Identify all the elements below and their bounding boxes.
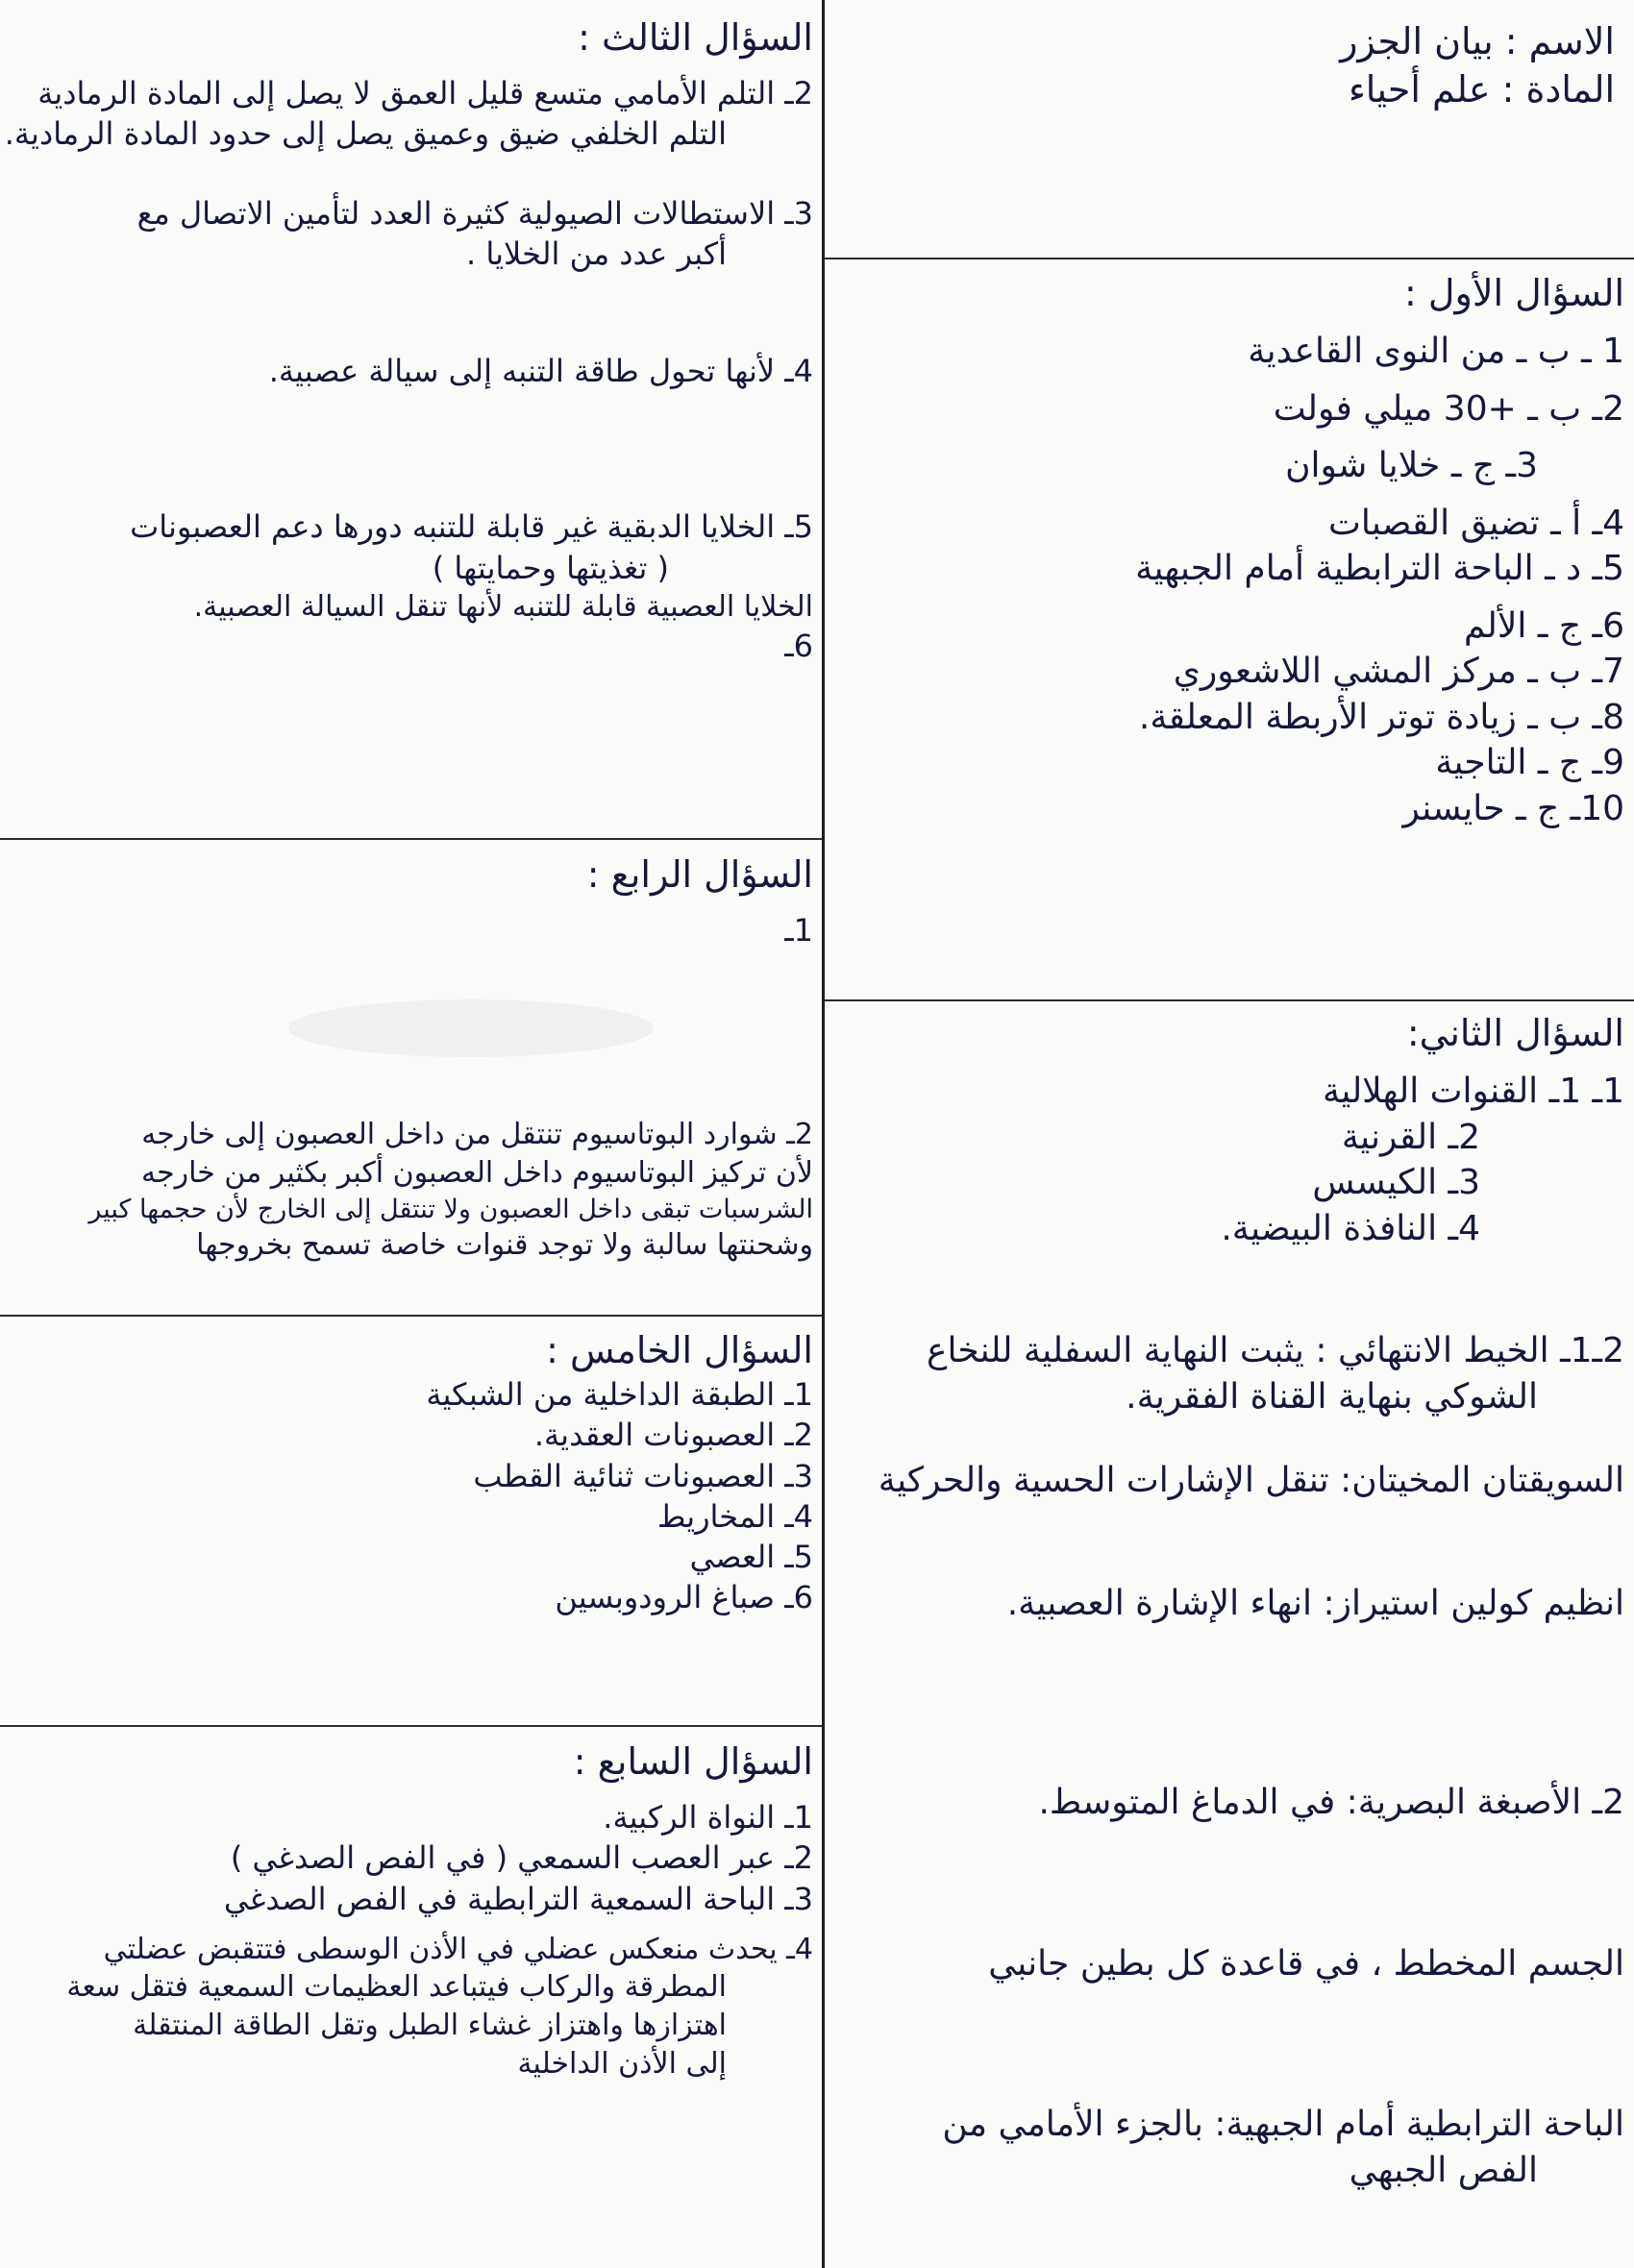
q2-sub1-item: 1ـ 1ـ القنوات الهلالية (1323, 1072, 1624, 1112)
q7-item3: 3ـ الباحة السمعية الترابطية في الفص الصدغي (223, 1880, 813, 1917)
q3-item4: 4ـ لأنها تحول طاقة التنبه إلى سيالة عصبية. (268, 353, 813, 390)
q2-sub1-item: 2ـ القرنية (1341, 1117, 1480, 1157)
q4-item2-line: وشحنتها سالبة ولا توجد قنوات خاصة تسمح بخروجها (196, 1228, 813, 1263)
q4-item2-line: الشرسبات تبقى داخل العصبون ولا تنتقل إلى الخارج لأن حجمها كبير (88, 1194, 813, 1224)
q2-part2a-line: انظيم كولين استيراز: انهاء الإشارة العصبية. (1006, 1583, 1624, 1623)
q1-item: 3ـ ج ـ خلايا شوان (1285, 446, 1538, 486)
q2-part2b-line: الباحة الترابطية أمام الجبهية: بالجزء الأمامي من (942, 2105, 1624, 2145)
q5-item: 2ـ العصبونات العقدية. (533, 1417, 813, 1454)
q1-item: 1 ـ ب ـ من النوى القاعدية (1248, 332, 1624, 372)
q1-item: 2ـ ب ـ +30 ميلي فولت (1273, 388, 1624, 429)
q2-sub1-item: 4ـ النافذة البيضية. (1221, 1208, 1480, 1248)
q2-part2a-line: 2ـ1ـ الخيط الانتهائي : يثبت النهاية السفلية للنخاع (926, 1331, 1624, 1371)
column-divider (822, 0, 825, 2268)
q5-item: 1ـ الطبقة الداخلية من الشبكية (426, 1376, 813, 1414)
q1-item: 8ـ ب ـ زيادة توتر الأربطة المعلقة. (1138, 697, 1624, 737)
q1-section (846, 269, 1624, 831)
q2-sub1-item: 3ـ الكيسس (1312, 1163, 1480, 1203)
q5-item: 6ـ صباغ الرودوبسين (555, 1579, 813, 1616)
q5-item: 3ـ العصبونات ثنائية القطب (473, 1457, 813, 1494)
q4-item2-line: لأن تركيز البوتاسيوم داخل العصبون أكبر بكثير من خارجه (140, 1155, 813, 1190)
q3-item3-line: 3ـ الاستطالات الصيولية كثيرة العدد لتأمين الاتصال مع (136, 194, 813, 232)
divider-left-q4 (0, 1315, 822, 1317)
q3-item2-line: 2ـ التلم الأمامي متسع قليل العمق لا يصل إلى المادة الرمادية (37, 75, 813, 112)
q2-part2b-line: 2ـ الأصبغة البصرية: في الدماغ المتوسط. (1038, 1783, 1624, 1823)
q7-item4-line: إلى الأذن الداخلية (517, 2046, 727, 2081)
q7-item1: 1ـ النواة الركبية. (603, 1799, 813, 1837)
q3-title: السؤال الثالث : (578, 16, 813, 59)
q7-item4-line: المطرقة والركاب فيتباعد العظيمات السمعية فتقل سعة (66, 1970, 727, 2005)
q4-section (6, 850, 813, 1265)
q1-item: 4ـ أ ـ تضيق القصبات (1327, 503, 1624, 543)
q1-item: 6ـ ج ـ الألم (1463, 605, 1624, 646)
subject-name: المادة : علم أحياء (1348, 68, 1615, 111)
q3-item6: 6ـ (784, 628, 813, 665)
q1-item: 9ـ ج ـ التاجية (1435, 743, 1624, 783)
divider-right-header (825, 258, 1634, 259)
q5-section (6, 1326, 813, 1618)
q2-title: السؤال الثاني: (1406, 1012, 1624, 1054)
student-name: الاسم : بيان الجزر (1340, 20, 1615, 62)
q7-section (6, 1738, 813, 2083)
q5-item: 5ـ العصي (689, 1539, 813, 1576)
q3-item5-line: الخلايا العصبية قابلة للتنبه لأنها تنقل السيالة العصبية. (193, 589, 813, 624)
q2-part2b-line: الفص الجبهي (1349, 2150, 1538, 2190)
q5-title: السؤال الخامس : (546, 1329, 813, 1371)
q1-item: 10ـ ج ـ حايسنر (1402, 788, 1624, 828)
q3-section (6, 13, 813, 667)
q1-title: السؤال الأول : (1404, 272, 1624, 314)
q4-title: السؤال الرابع : (586, 853, 813, 896)
q4-item2-line: 2ـ شوارد البوتاسيوم تنتقل من داخل العصبون إلى خارجه (141, 1118, 813, 1152)
divider-left-q3 (0, 838, 822, 840)
header-section (846, 17, 1615, 113)
q4-item1: 1ـ (784, 912, 813, 949)
q7-item4-line: اهتزازها واهتزاز غشاء الطبل وتقل الطاقة المنتقلة (133, 2009, 727, 2043)
q7-item4-line: 4ـ يحدث منعكس عضلي في الأذن الوسطى فتتقبض عضلتي (103, 1932, 813, 1966)
q2-part2a-line: الشوكي بنهاية القناة الفقرية. (1126, 1376, 1538, 1417)
q3-item5-line: 5ـ الخلايا الدبقية غير قابلة للتنبه دورها دعم العصبونات (130, 508, 813, 546)
q7-title: السؤال السابع : (573, 1740, 813, 1783)
q7-item2: 2ـ عبر العصب السمعي ( في الفص الصدغي ) (230, 1839, 813, 1877)
q1-item: 7ـ ب ـ مركز المشي اللاشعوري (1173, 652, 1624, 692)
q2-part2b-line: الجسم المخطط ، في قاعدة كل بطين جانبي (988, 1943, 1624, 1984)
q2-section (836, 1009, 1624, 2193)
divider-right-q1 (825, 999, 1634, 1001)
q3-item5-line: ( تغذيتها وحمايتها ) (432, 549, 669, 586)
q2-part2a-line: السويقتان المخيتان: تنقل الإشارات الحسية والحركية (878, 1461, 1624, 1501)
q5-item: 4ـ المخاريط (656, 1497, 813, 1535)
q1-item: 5ـ د ـ الباحة الترابطية أمام الجبهية (1135, 549, 1624, 589)
divider-left-q5 (0, 1725, 822, 1727)
q3-item3-line: أكبر عدد من الخلايا . (466, 234, 727, 272)
q3-item2-line: التلم الخلفي ضيق وعميق يصل إلى حدود المادة الرمادية. (4, 115, 727, 153)
